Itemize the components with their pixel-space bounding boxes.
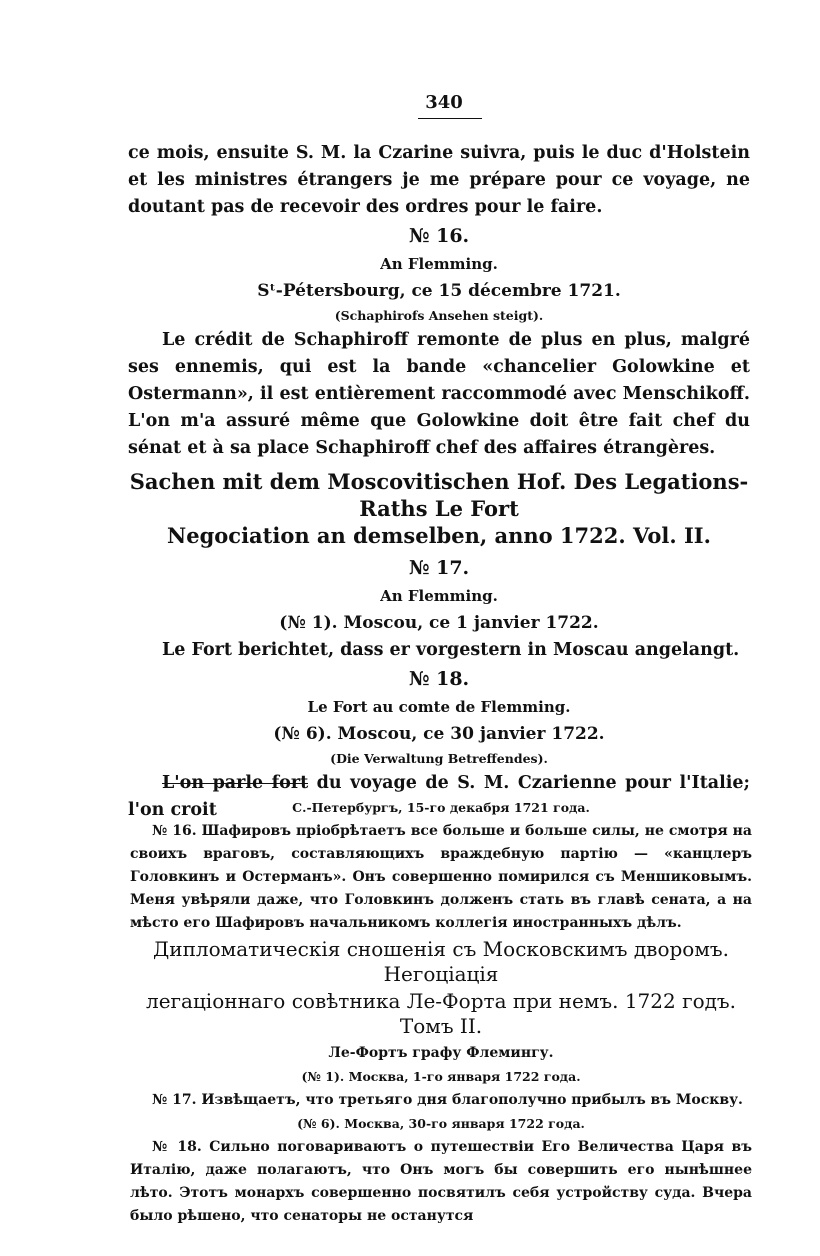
entry-16-number: № 16. bbox=[408, 225, 470, 247]
continuation-paragraph: ce mois, ensuite S. M. la Czarine suivra, puis le duc d'Holstein et les ministres étrangers je me prépare pour ce voyage, ne doutant pas de recevoir des ordres pour le faire. bbox=[128, 143, 750, 217]
entry-16-summary: (Schaphirofs Ansehen steigt). bbox=[334, 308, 544, 323]
ru-entry-16-text: № 16. Шафировъ пріобрѣтаетъ все больше и больше силы, не смотря на своихъ враговъ, составляющихъ враждебную партію — «канцлеръ Головкинъ и Остерманъ». Онъ совершенно помирился съ Меншиковымъ. Меня увѣряли даже, что Головкинъ долженъ стать въ главѣ сената, а на мѣсто его Шафировъ начальникомъ коллегія иностранныхъ дѣлъ. bbox=[130, 823, 752, 931]
entry-18-text: L'on parle fort du voyage de S. M. Czarienne pour l'Italie; l'on croit bbox=[128, 773, 750, 820]
ru-addressee: Ле-Фортъ графу Флемингу. bbox=[328, 1045, 554, 1061]
entry-16-text: Le crédit de Schaphiroff remonte de plus en plus, malgré ses ennemis, qui est la bande «chancelier Golowkine et Ostermann», il est entièrement raccommodé avec Menschikoff. L'on m'a assuré même que Golowkine doit être fait chef du sénat et à sa place Schaphiroff chef des affaires étrangères. bbox=[128, 330, 750, 458]
entry-17-place-date: (№ 1). Moscou, ce 1 janvier 1722. bbox=[279, 613, 599, 633]
french-text-block bbox=[128, 140, 750, 824]
ru-section-heading-line-1: Дипломатическія сношенія съ Московскимъ дворомъ. Негоціація bbox=[153, 937, 729, 986]
ru-entry-17-text: № 17. Извѣщаетъ, что третьяго дня благополучно прибылъ въ Москву. bbox=[152, 1092, 743, 1108]
entry-17-text: Le Fort berichtet, dass er vorgestern in Moscau angelangt. bbox=[162, 640, 740, 660]
ru-place-date-17: (№ 1). Москва, 1-го января 1722 года. bbox=[301, 1069, 581, 1084]
page-number-rule bbox=[418, 118, 482, 119]
ru-entry-18-text: № 18. Сильно поговариваютъ о путешествіи Его Величества Царя въ Италію, даже полагаютъ, что Онъ могъ бы совершить его нынѣшнее лѣто. Этотъ монархъ совершенно посвятилъ себя устройству суда. Вчера было рѣшено, что сенаторы не останутся bbox=[130, 1139, 752, 1224]
entry-18-summary: (Die Verwaltung Betreffendes). bbox=[330, 751, 548, 766]
ru-place-date-18: (№ 6). Москва, 30-го января 1722 года. bbox=[297, 1116, 585, 1131]
section-heading-line-1: Sachen mit dem Moscovitischen Hof. Des Legations-Raths Le Fort bbox=[129, 469, 749, 521]
entry-16-addressee: An Flemming. bbox=[380, 255, 498, 273]
page-number: 340 bbox=[425, 92, 463, 113]
entry-17-number: № 17. bbox=[408, 557, 470, 579]
russian-translation-block bbox=[130, 796, 752, 1228]
ru-section-heading-line-2: легаціоннаго совѣтника Ле-Форта при немъ. 1722 годъ. Томъ II. bbox=[146, 989, 736, 1038]
entry-16-place-date: Sᵗ-Pétersbourg, ce 15 décembre 1721. bbox=[257, 281, 621, 301]
ru-place-date-16: С.-Петербургъ, 15-го декабря 1721 года. bbox=[292, 800, 590, 815]
entry-18-addressee: Le Fort au comte de Flemming. bbox=[307, 698, 571, 716]
section-heading-line-2: Negociation an demselben, anno 1722. Vol. II. bbox=[167, 523, 711, 548]
entry-18-number: № 18. bbox=[408, 668, 470, 690]
entry-18-place-date: (№ 6). Moscou, ce 30 janvier 1722. bbox=[273, 724, 605, 744]
translation-separator-rule bbox=[162, 783, 308, 784]
entry-17-addressee: An Flemming. bbox=[380, 587, 498, 605]
